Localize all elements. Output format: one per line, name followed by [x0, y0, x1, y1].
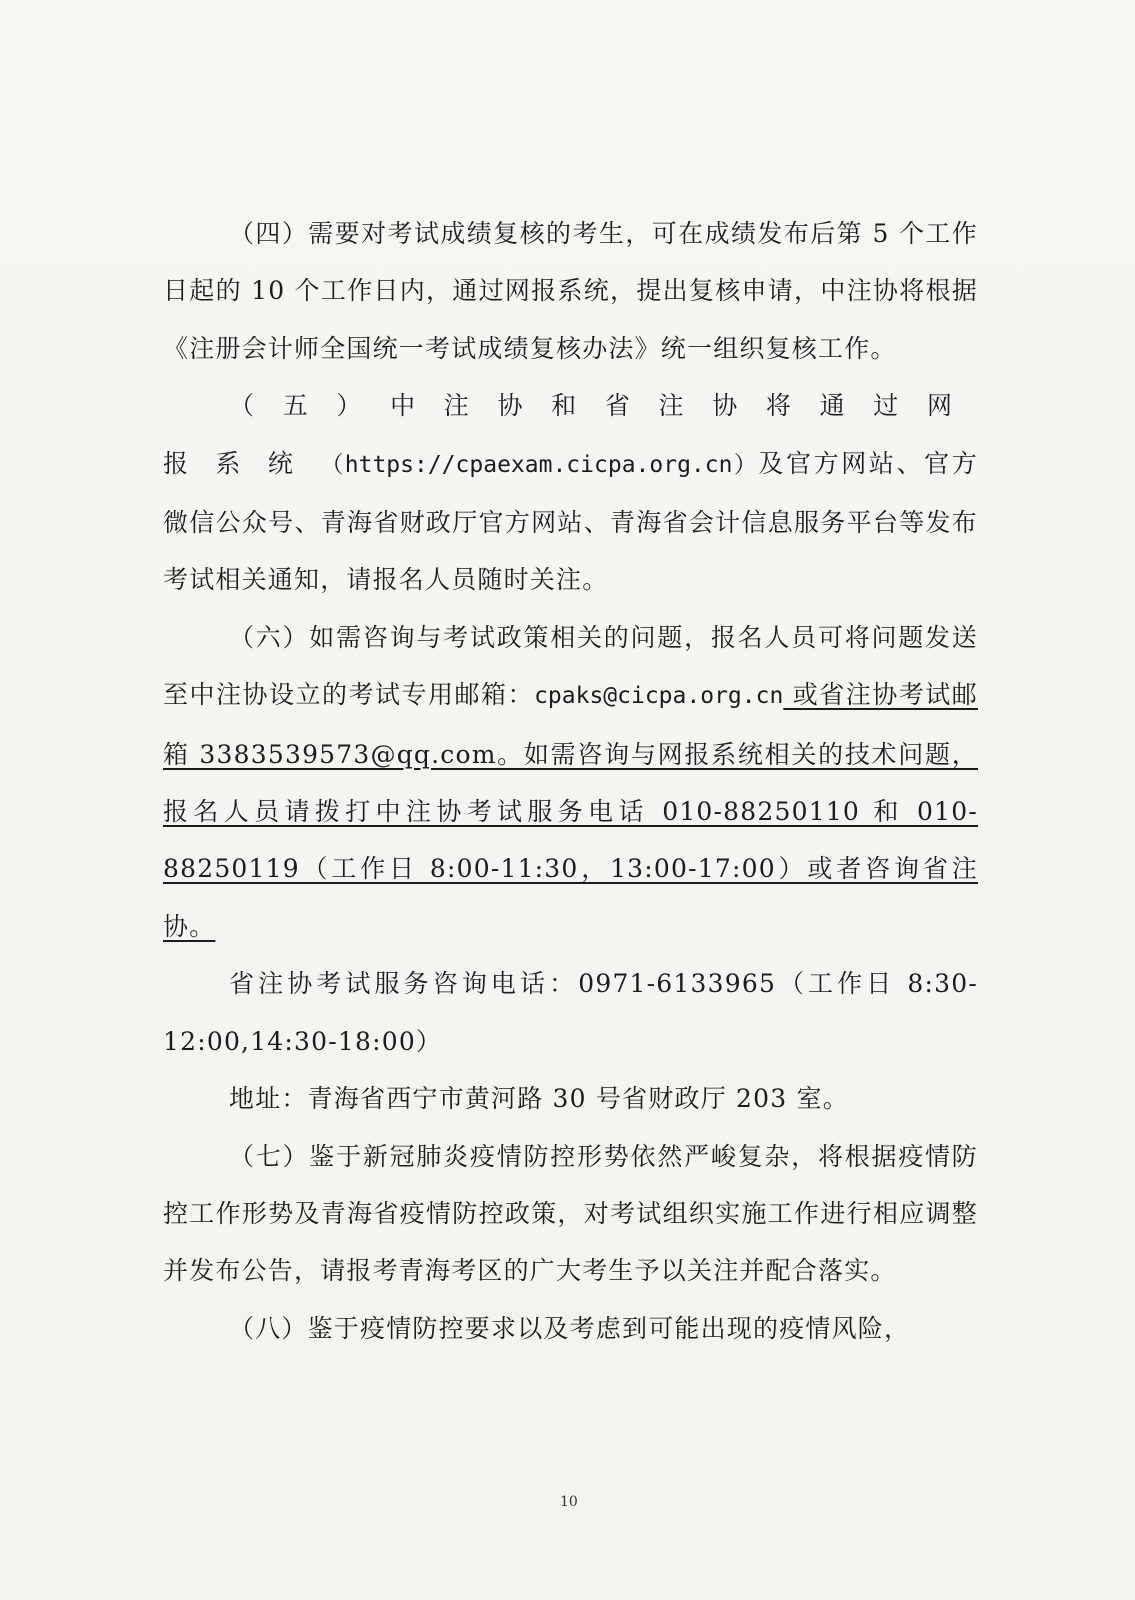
paragraph-item-6-underlined: 或省注协考试邮箱 3383539573@qq.com。如需咨询与网报系统相关的技术问题，报名人员请拨打中注协考试服务电话 010-88250110 和 010-88250119（工作日 8:00-11:30，13:00-17:00）或者咨询省注协。	[163, 680, 978, 941]
contact-address: 地址：青海省西宁市黄河路 30 号省财政厅 203 室。	[229, 1084, 849, 1114]
paragraph-item-6	[163, 609, 978, 955]
website-url[interactable]: （https://cpaexam.cicpa.org.cn）	[320, 451, 759, 478]
exam-email[interactable]: cpaks@cicpa.org.cn	[534, 683, 784, 710]
paragraph-item-5-rest: 及官方网站、官方微信公众号、青海省财政厅官方网站、青海省会计信息服务平台等发布考试相关通知，请报名人员随时关注。	[163, 448, 978, 595]
paragraph-item-8: （八）鉴于疫情防控要求以及考虑到可能出现的疫情风险，	[229, 1313, 911, 1343]
paragraph-item-6-lead: （六）如需咨询与考试政策相关的问题，报名人员可将问题发送至中注协设立的考试专用邮箱：	[163, 622, 978, 710]
contact-phone: 省注协考试服务咨询电话：0971-6133965（工作日 8:30-12:00,14:30-18:00）	[163, 969, 978, 1056]
paragraph-item-7: （七）鉴于新冠肺炎疫情防控形势依然严峻复杂，将根据疫情防控工作形势及青海省疫情防控政策，对考试组织实施工作进行相应调整并发布公告，请报考青海考区的广大考生予以关注并配合落实。	[163, 1141, 978, 1286]
document-body	[163, 205, 978, 1357]
paragraph-item-5	[163, 377, 978, 609]
paragraph-item-4: （四）需要对考试成绩复核的考生，可在成绩发布后第 5 个工作日起的 10 个工作日内，通过网报系统，提出复核申请，中注协将根据《注册会计师全国统一考试成绩复核办法》统一组织复核工作。	[163, 219, 978, 363]
paragraph-item-5-lead: （五）中注协和省注协将通过网报系统	[163, 391, 978, 478]
page-number: 10	[560, 1494, 578, 1510]
